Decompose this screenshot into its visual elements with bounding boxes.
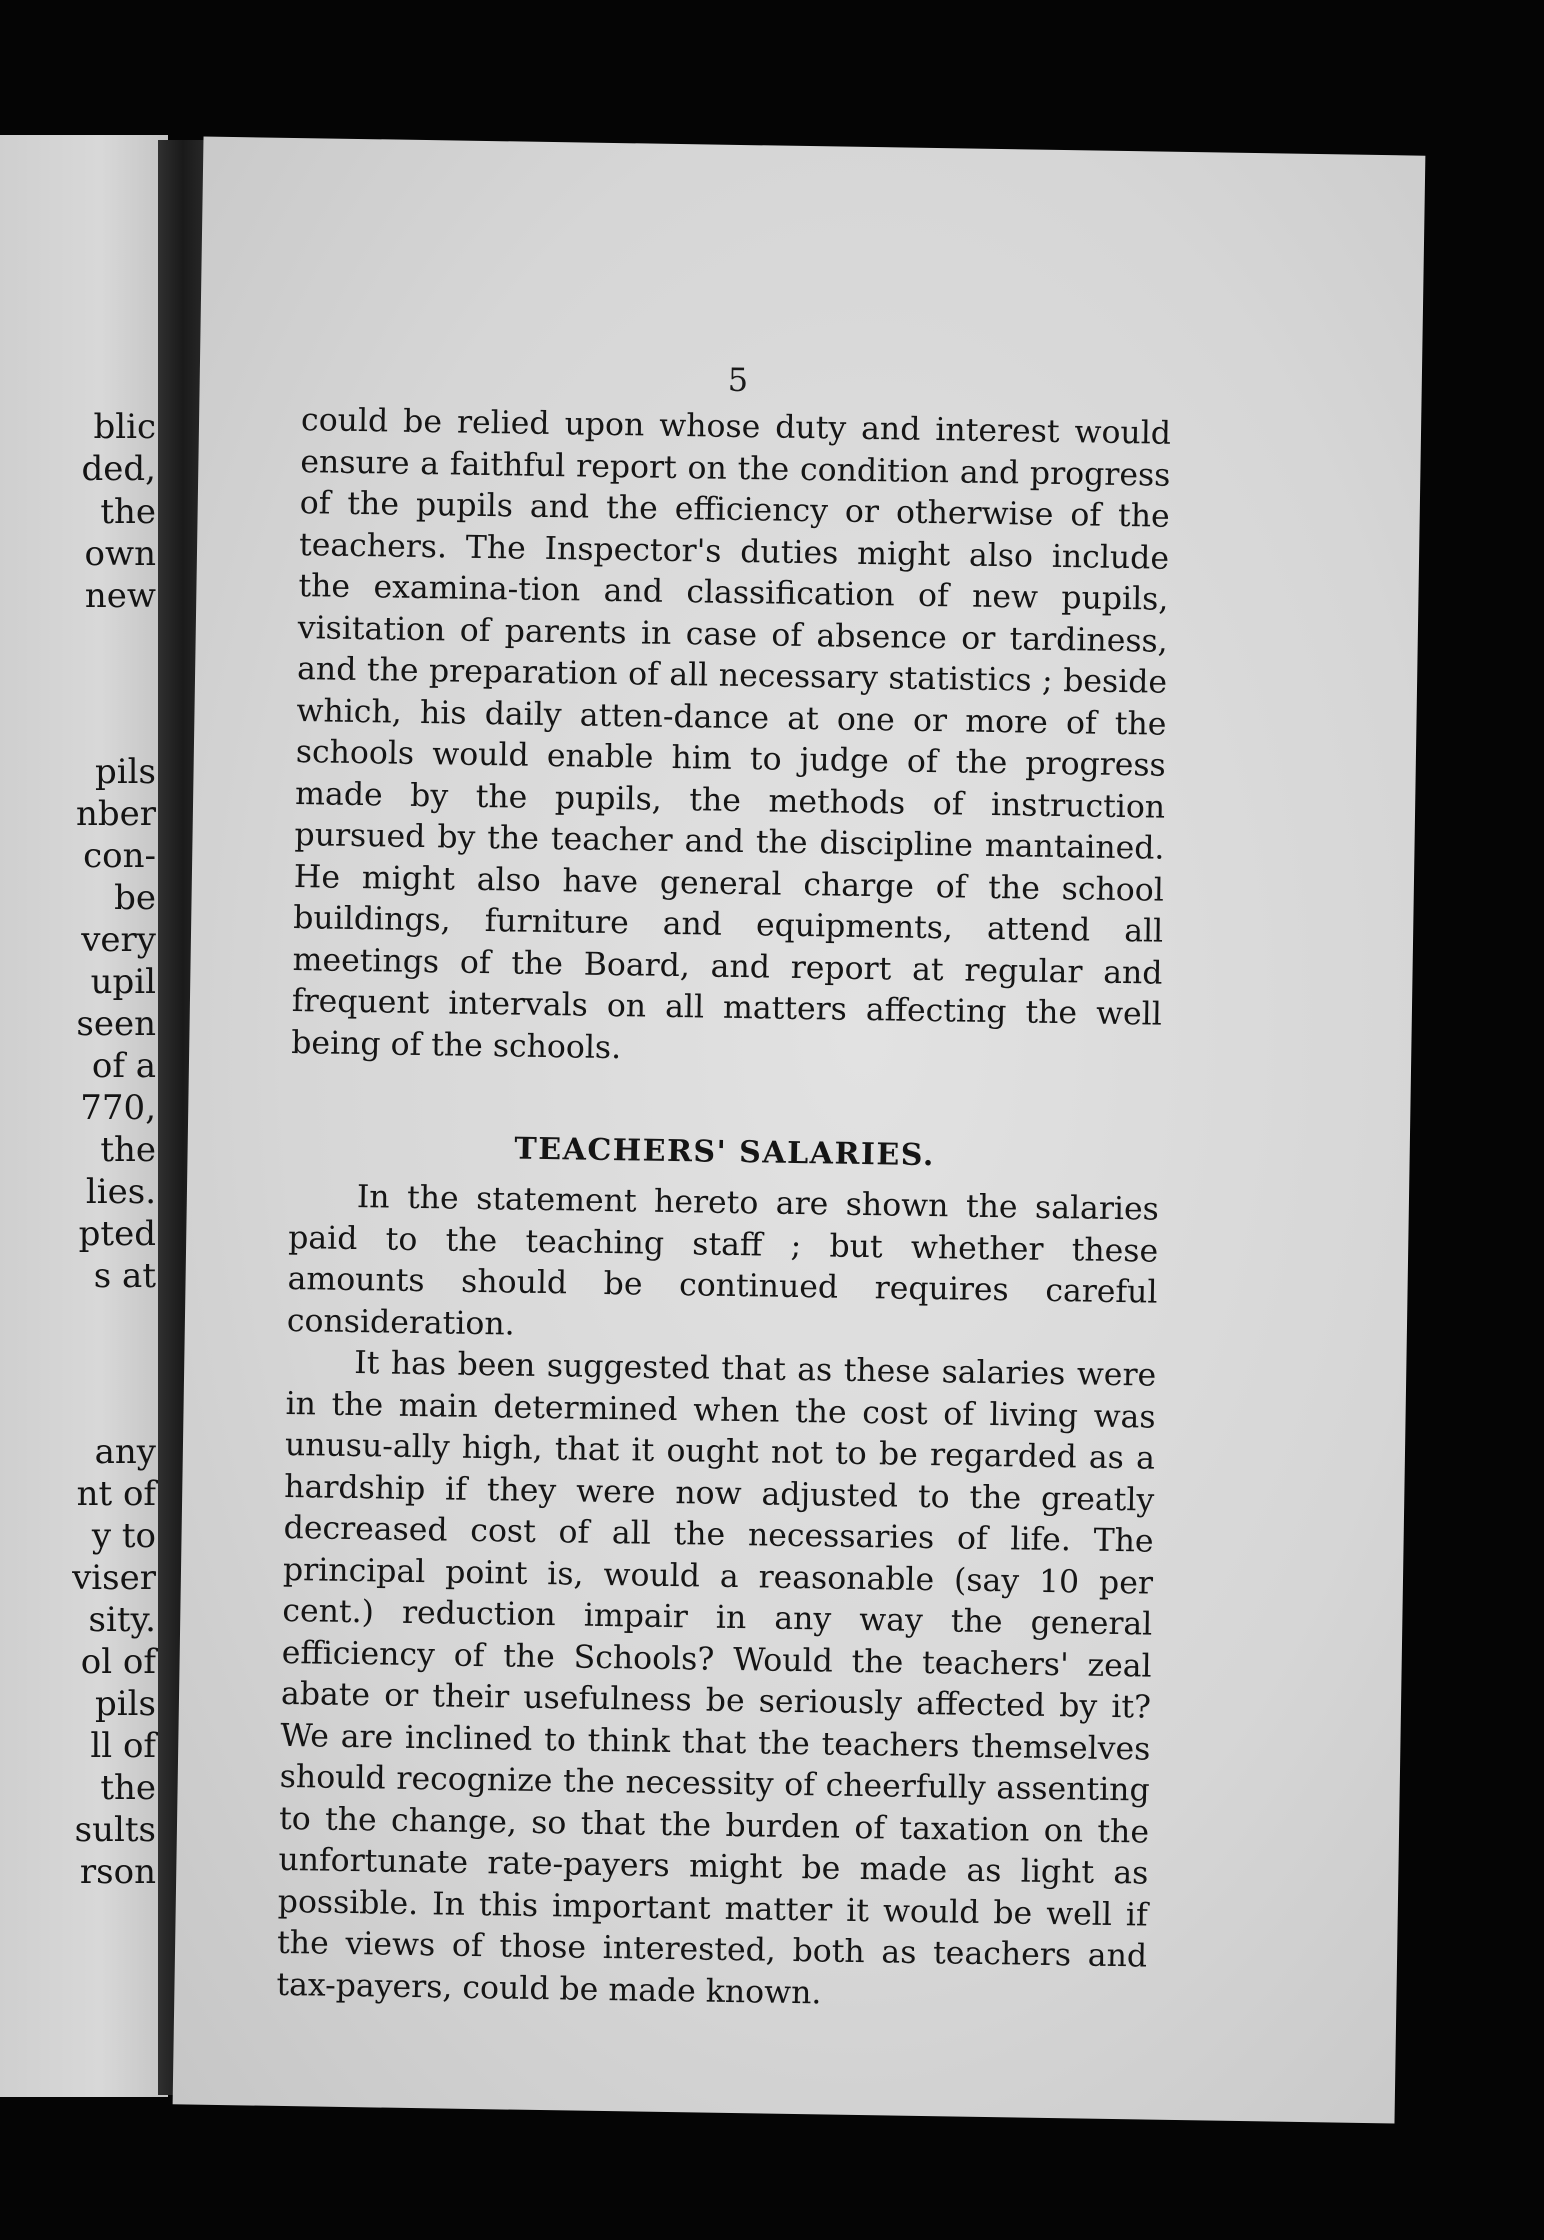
left-page-fragment: pils — [95, 1684, 156, 1724]
left-page-fragment: s at — [93, 1256, 156, 1296]
left-page-fragment: seen — [76, 1004, 156, 1044]
left-page-fragment: the — [100, 1768, 156, 1808]
text-column — [276, 400, 1171, 2019]
left-page-fragment: rson — [79, 1852, 156, 1892]
left-page-fragment: ll of — [90, 1726, 156, 1766]
left-page-fragment: upil — [90, 962, 156, 1002]
left-page-fragment: 770, — [80, 1088, 156, 1128]
left-page-fragment: y to — [91, 1516, 156, 1556]
left-page — [0, 135, 168, 2097]
left-page-fragment: new — [84, 576, 156, 616]
paragraph-inspector-duties: could be relied upon whose duty and interest would ensure a faithful report on the condition and progress of the pupils and the efficiency or otherwise of the teachers. The Inspector's duties might also include the examina-tion and classification of new pupils, visitation of parents in case of absence or tardiness, and the preparation of all necessary statistics ; beside which, his daily atten-dance at one or more of the schools would enable him to judge of the progress made by the pupils, the methods of instruction pursued by the teacher and the discipline mantained. He might also have general charge of the school buildings, furniture and equipments, attend all meetings of the Board, and report at regular and frequent intervals on all matters affecting the well being of the schools. — [291, 402, 1172, 1066]
left-page-fragment: nber — [75, 794, 156, 834]
right-page — [173, 137, 1426, 2124]
left-page-fragment: sults — [74, 1810, 156, 1850]
left-page-fragment: pted — [78, 1214, 156, 1254]
left-page-fragment: the — [100, 492, 156, 532]
left-page-fragment: pils — [95, 752, 156, 792]
left-page-fragment: nt of — [76, 1474, 156, 1514]
left-page-fragment: ded, — [81, 449, 156, 489]
left-page-fragment: own — [84, 534, 156, 574]
left-page-fragment: viser — [72, 1558, 156, 1598]
left-page-fragment: con- — [83, 836, 156, 876]
left-page-fragment: very — [81, 920, 156, 960]
left-page-fragment: sity. — [88, 1600, 156, 1640]
left-page-fragment: of a — [91, 1046, 156, 1086]
left-page-fragment: any — [94, 1432, 156, 1472]
left-page-fragment: blic — [93, 407, 156, 447]
page-number: 5 — [727, 360, 749, 400]
left-page-fragment: ol of — [80, 1642, 156, 1682]
section-heading: TEACHERS' SALARIES. — [514, 1131, 936, 1174]
paragraph-salaries-statement: In the statement hereto are shown the salaries paid to the teaching staff ; but whether these amounts should be continued requires careful consideration. — [286, 1179, 1160, 1343]
left-page-fragment: be — [114, 878, 156, 918]
paragraph-salary-reduction: It has been suggested that as these salaries were in the main determined when the cost of living was unusu-ally high, that it ought not to be regarded as a hardship if they were now adjusted to the greatly decreased cost of all the necessaries of life. The principal point is, would a reasonable (say 10 per cent.) reduction impair in any way the general efficiency of the Schools? Would the teachers' zeal abate or their usefulness be seriously affected by it? We are inclined to think that the teachers themselves should recognize the necessity of cheerfully assenting to the change, so that the burden of taxation on the unfortunate rate-payers might be made as light as possible. In this important matter it would be well if the views of those interested, both as teachers and tax-payers, could be made known. — [276, 1345, 1157, 2011]
left-page-fragment: lies. — [85, 1172, 156, 1212]
left-page-fragment: the — [100, 1130, 156, 1170]
